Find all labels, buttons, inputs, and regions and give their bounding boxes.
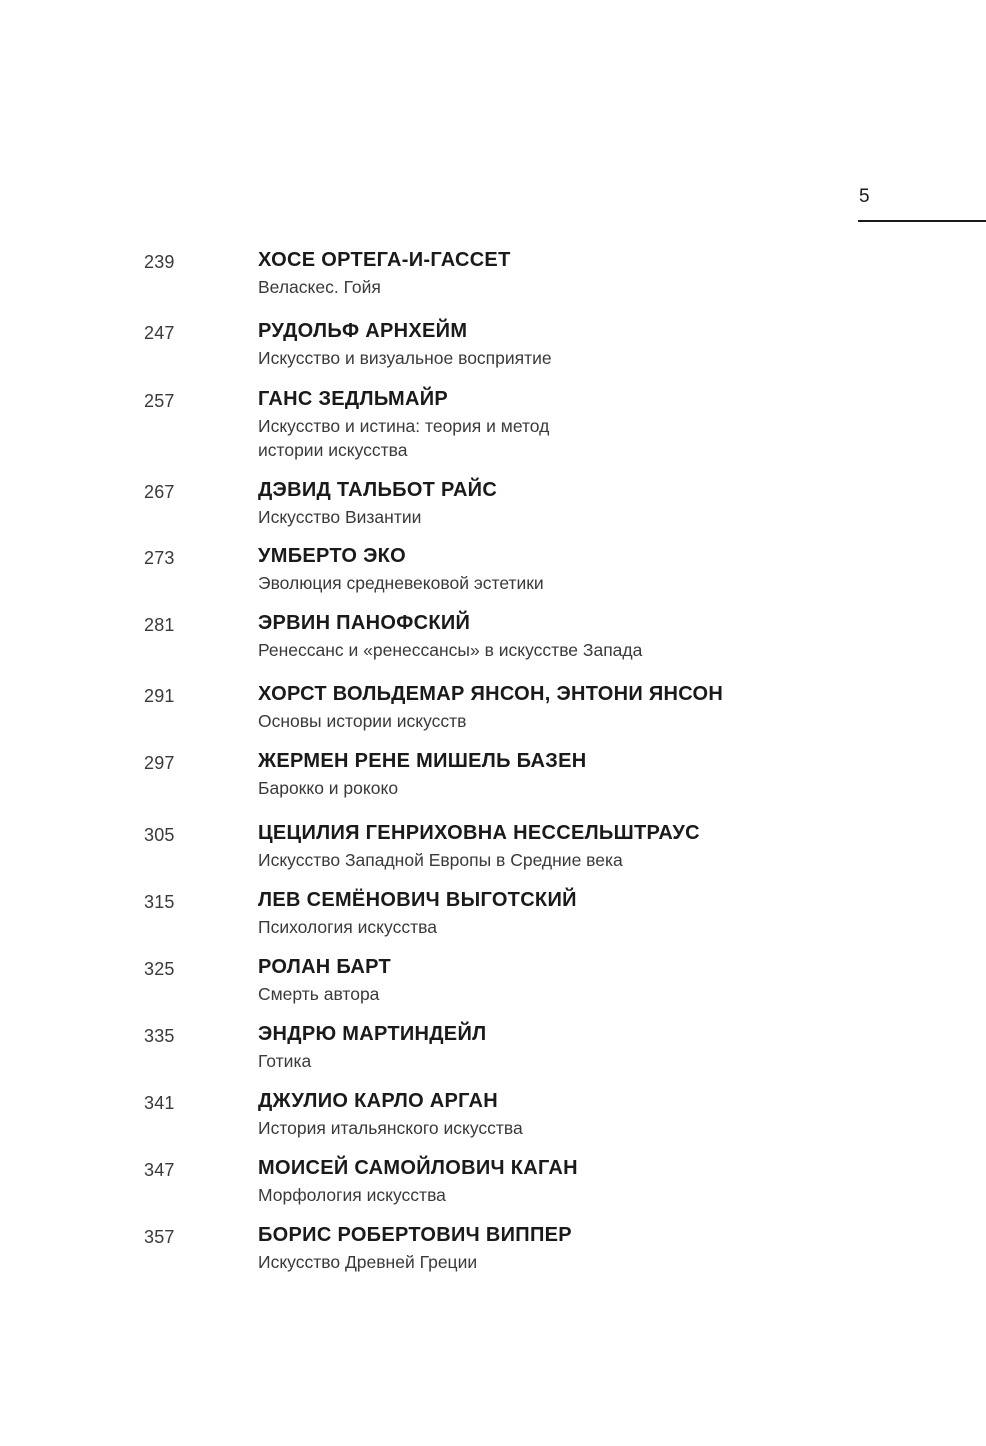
toc-author: ДЭВИД ТАЛЬБОТ РАЙС [258, 479, 498, 501]
toc-work-title: Искусство и визуальное восприятие [258, 348, 552, 368]
toc-page-number: 273 [144, 548, 175, 568]
toc-author: ЦЕЦИЛИЯ ГЕНРИХОВНА НЕССЕЛЬШТРАУС [258, 822, 700, 844]
toc-work-title: Барокко и рококо [258, 778, 399, 798]
toc-page-number: 305 [144, 825, 175, 845]
toc-work-title: Искусство и истина: теория и метод истории искусства [258, 416, 550, 460]
toc-work-title: Готика [258, 1051, 312, 1071]
toc-page-number: 297 [144, 753, 175, 773]
toc-page-number: 357 [144, 1227, 175, 1247]
toc-page-number: 239 [144, 252, 175, 272]
toc-author: ЭНДРЮ МАРТИНДЕЙЛ [258, 1023, 487, 1045]
toc-page-number: 257 [144, 391, 175, 411]
toc-page-number: 347 [144, 1160, 175, 1180]
toc-author: РОЛАН БАРТ [258, 956, 391, 978]
toc-author: БОРИС РОБЕРТОВИЧ ВИППЕР [258, 1224, 572, 1246]
toc-page-number: 341 [144, 1093, 175, 1113]
toc-work-title: Ренессанс и «ренессансы» в искусстве Запада [258, 640, 643, 660]
toc-work-title: Веласкес. Гойя [258, 277, 381, 297]
toc-page-number: 315 [144, 892, 175, 912]
toc-author: ГАНС ЗЕДЛЬМАЙР [258, 388, 449, 410]
toc-work-title: Психология искусства [258, 917, 437, 937]
toc-author: МОИСЕЙ САМОЙЛОВИЧ КАГАН [258, 1157, 578, 1179]
toc-author: ДЖУЛИО КАРЛО АРГАН [258, 1090, 499, 1112]
toc-work-title: Эволюция средневековой эстетики [258, 573, 544, 593]
toc-author: ХОРСТ ВОЛЬДЕМАР ЯНСОН, ЭНТОНИ ЯНСОН [258, 683, 724, 705]
toc-work-title: Смерть автора [258, 984, 380, 1004]
toc-page-number: 267 [144, 482, 175, 502]
toc-work-title: Морфология искусства [258, 1185, 446, 1205]
toc-work-title: Искусство Древней Греции [258, 1252, 478, 1272]
toc-page-number: 247 [144, 323, 175, 343]
toc-page-number: 281 [144, 615, 175, 635]
toc-author: ЛЕВ СЕМЁНОВИЧ ВЫГОТСКИЙ [258, 889, 577, 911]
toc-work-title: История итальянского искусства [258, 1118, 523, 1138]
toc-work-title: Искусство Византии [258, 507, 422, 527]
toc-page-number: 335 [144, 1026, 175, 1046]
toc-work-title: Искусство Западной Европы в Средние века [258, 850, 623, 870]
toc-author: ЭРВИН ПАНОФСКИЙ [258, 612, 471, 634]
toc-author: ХОСЕ ОРТЕГА-И-ГАССЕТ [258, 249, 511, 271]
toc-page-number: 325 [144, 959, 175, 979]
toc-work-title: Основы истории искусств [258, 711, 467, 731]
toc-author: УМБЕРТО ЭКО [258, 545, 407, 567]
toc-author: РУДОЛЬФ АРНХЕЙМ [258, 320, 468, 342]
toc-page-number: 291 [144, 686, 175, 706]
page-number: 5 [859, 186, 870, 207]
toc-author: ЖЕРМЕН РЕНЕ МИШЕЛЬ БАЗЕН [258, 750, 587, 772]
page-number-rule [858, 220, 986, 222]
